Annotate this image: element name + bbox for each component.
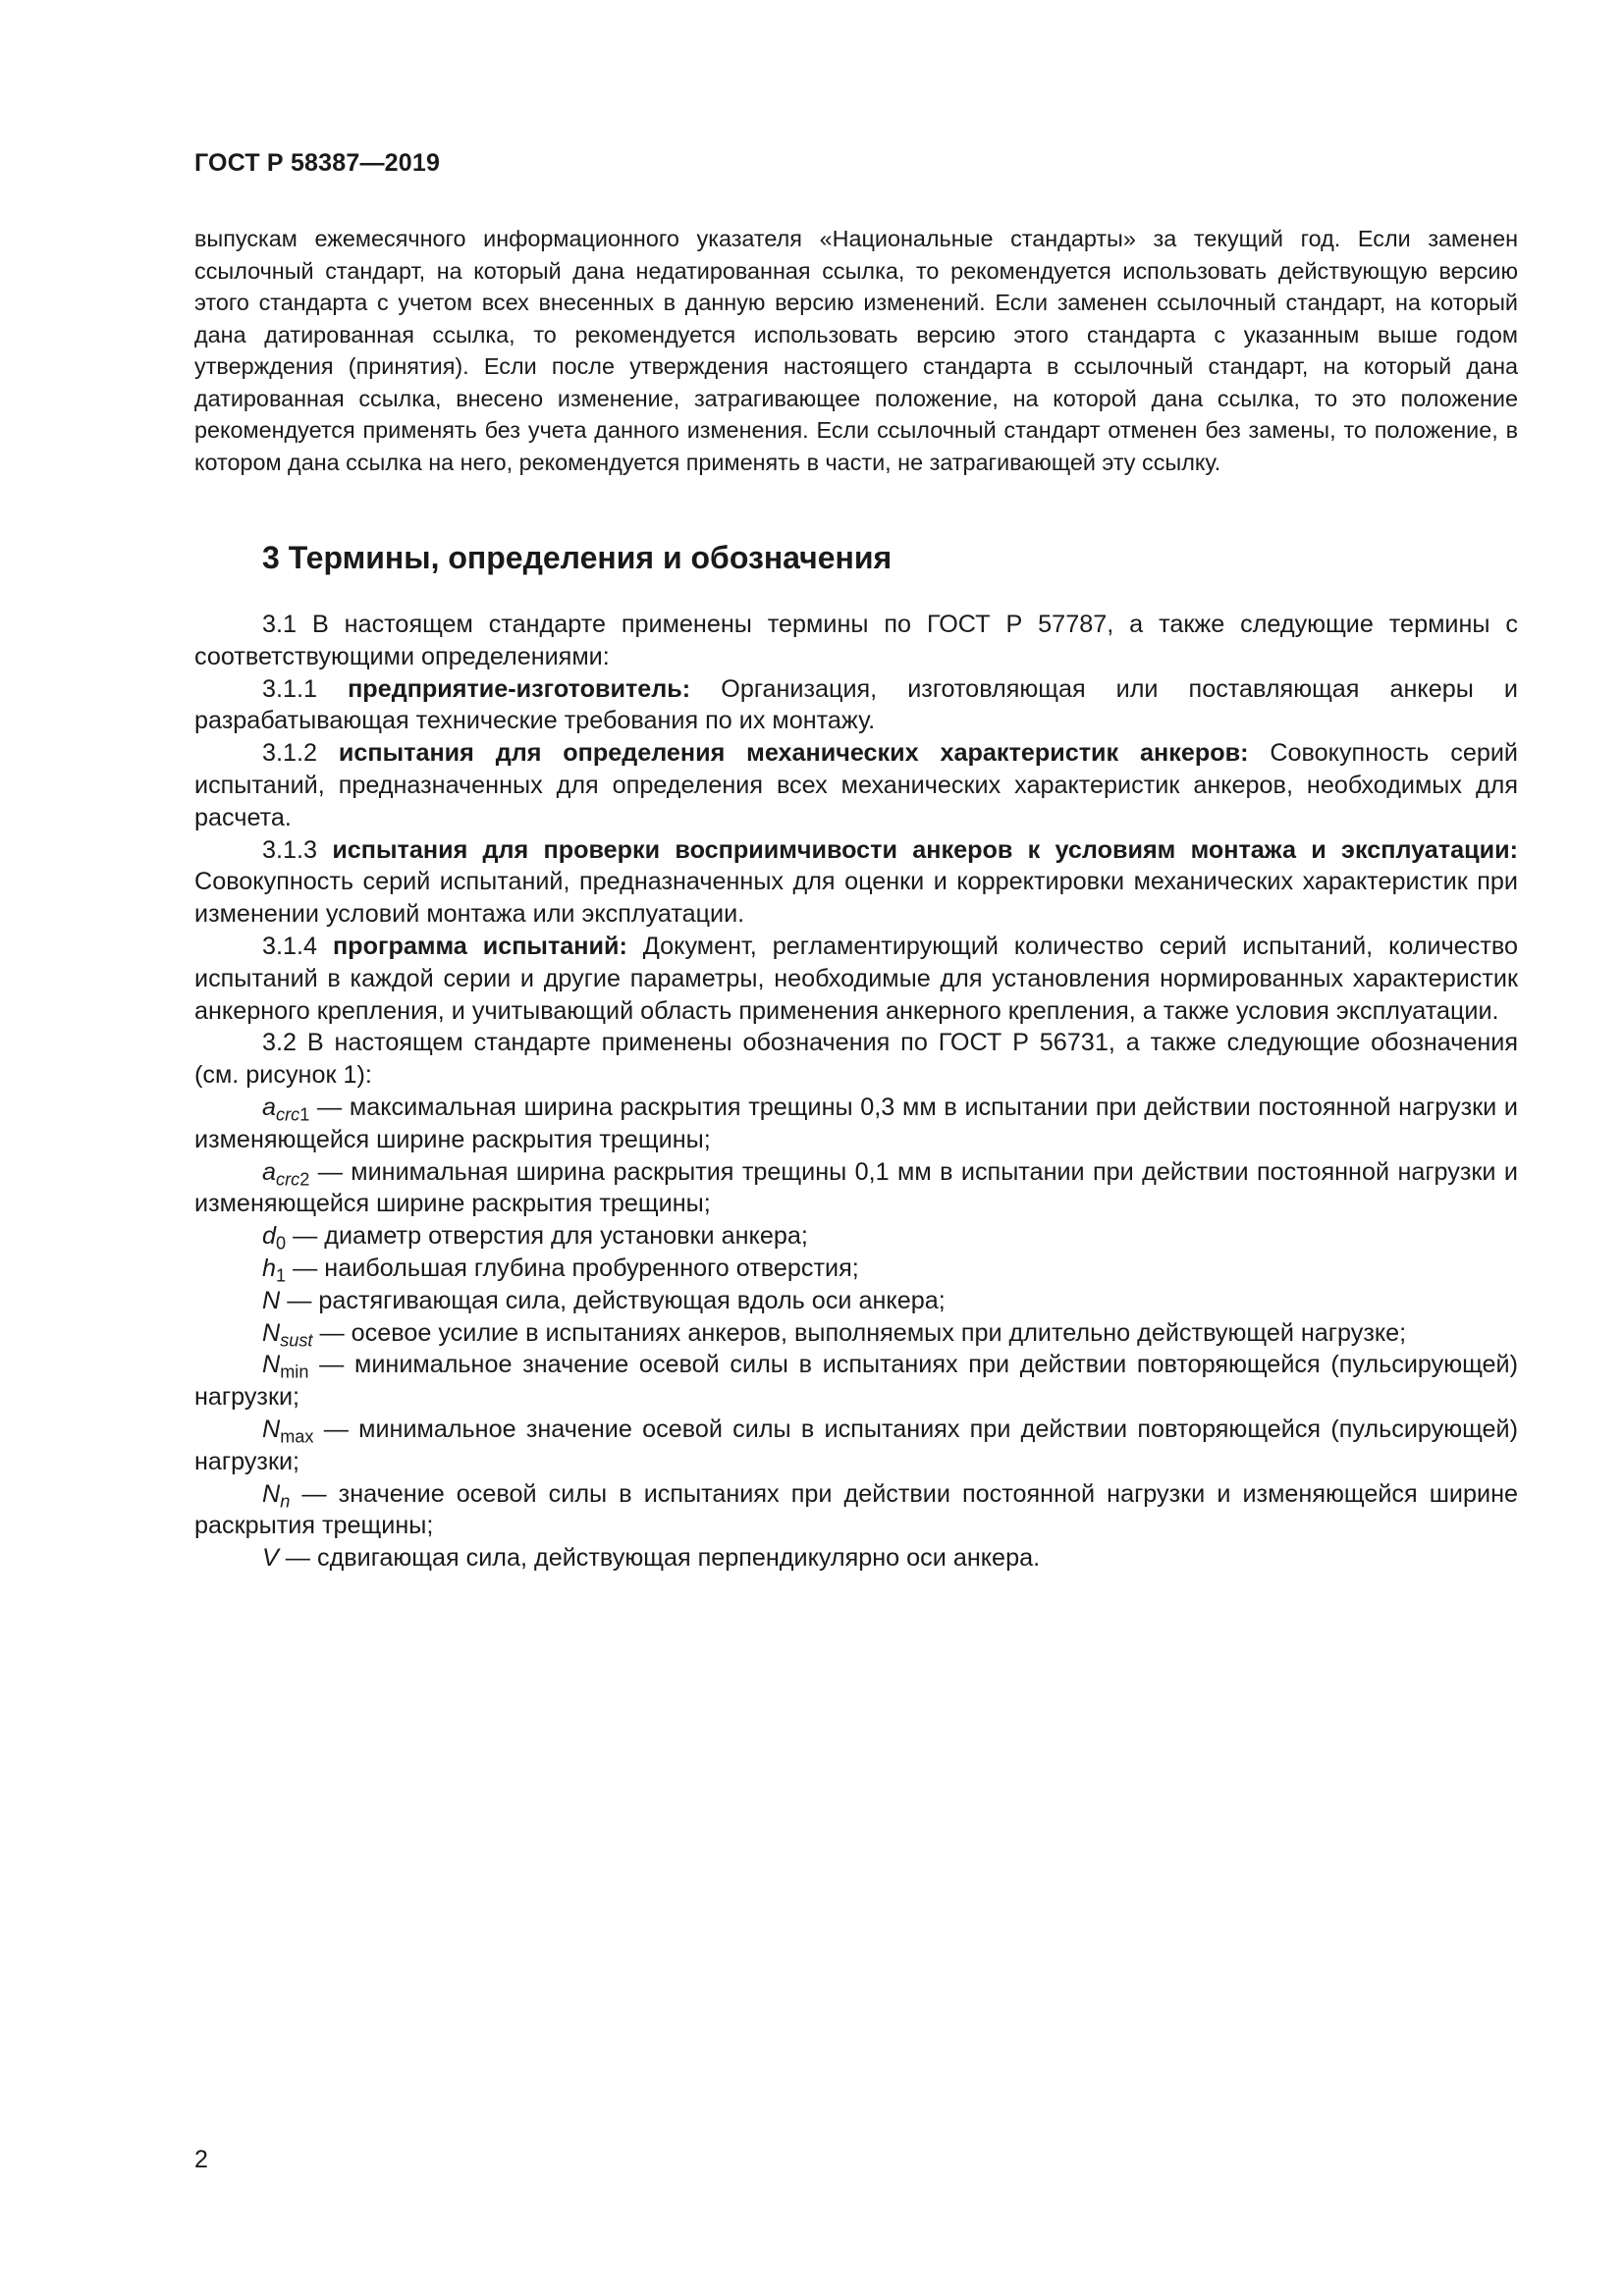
term-3-1-2 — [194, 737, 1518, 833]
symbol-base: N — [262, 1479, 281, 1508]
term-definition: Совокупность серий испытаний, предназначенных для оценки и корректировки механических характеристик при изменении условий монтажа или эксплуатации. — [194, 868, 1518, 929]
symbol-base: d — [262, 1222, 277, 1251]
term-3-1-4 — [194, 931, 1518, 1027]
symbol-base: N — [262, 1415, 281, 1443]
paragraph-3-2: 3.2 В настоящем стандарте применены обозначения по ГОСТ Р 56731, а также следующие обозначения (см. рисунок 1): — [194, 1029, 1518, 1090]
term-definition: Совокупность серий испытаний, предназначенных для определения всех механических характеристик анкеров, необходимых для расчета. — [194, 739, 1518, 831]
subscript-plain: 2 — [299, 1168, 310, 1189]
subscript-plain: min — [280, 1362, 309, 1382]
symbol-definition: — диаметр отверстия для установки анкера; — [286, 1222, 808, 1251]
symbol-N-min — [194, 1349, 1518, 1414]
symbol-d0 — [194, 1220, 1518, 1253]
symbol-N — [194, 1285, 1518, 1317]
symbol-base: h — [262, 1254, 277, 1282]
symbol-h1 — [194, 1253, 1518, 1285]
term-name: программа испытаний: — [332, 932, 627, 960]
symbol-N-max — [194, 1414, 1518, 1478]
page-number: 2 — [194, 2146, 208, 2173]
symbol-subscript — [280, 1362, 308, 1382]
symbol-subscript — [280, 1491, 290, 1511]
symbol-definition: — минимальное значение осевой силы в испытаниях при действии повторяющейся (пульсирующей) нагрузки; — [194, 1415, 1518, 1475]
symbol-base: N — [262, 1286, 281, 1314]
subscript-italic: sust — [280, 1329, 313, 1350]
term-definition: Организация, изготовляющая или поставляющая анкеры и разрабатывающая технические требования по их монтажу. — [194, 674, 1518, 735]
subscript-plain: 0 — [276, 1233, 287, 1254]
document-header: ГОСТ Р 58387—2019 — [194, 149, 441, 177]
symbol-base: N — [262, 1318, 281, 1347]
term-number: 3.1.3 — [262, 835, 333, 864]
symbol-definition: — сдвигающая сила, действующая перпендикулярно оси анкера. — [278, 1544, 1041, 1573]
symbol-definition: — осевое усилие в испытаниях анкеров, выполняемых при длительно действующей нагрузке; — [312, 1318, 1407, 1347]
symbol-subscript — [276, 1104, 309, 1124]
term-number: 3.1.1 — [262, 674, 349, 703]
symbol-subscript — [280, 1426, 313, 1446]
symbol-definition: — растягивающая сила, действующая вдоль оси анкера; — [280, 1286, 946, 1314]
symbol-base: a — [262, 1093, 277, 1121]
symbol-definition: — значение осевой силы в испытаниях при действии постоянной нагрузки и изменяющейся ширине раскрытия трещины; — [194, 1479, 1518, 1540]
symbol-definition: — минимальная ширина раскрытия трещины 0,1 мм в испытании при действии постоянной нагрузки и изменяющейся ширине раскрытия трещины; — [194, 1157, 1518, 1218]
term-number: 3.1.4 — [262, 932, 333, 960]
symbol-definition: — минимальное значение осевой силы в испытаниях при действии повторяющейся (пульсирующей) нагрузки; — [194, 1351, 1518, 1412]
symbol-base: a — [262, 1157, 277, 1186]
intro-paragraph: выпускам ежемесячного информационного указателя «Национальные стандарты» за текущий год. Если заменен ссылочный стандарт, на который дана недатированная ссылка, то рекомендуется использовать действующую версию этого стандарта с учетом всех внесенных в данную версию изменений. Если заменен ссылочный стандарт, на который дана датированная ссылка, то рекомендуется использовать версию этого стандарта с указанным выше годом утверждения (принятия). Если после утверждения настоящего стандарта в ссылочный стандарт, на который дана датированная ссылка, внесено изменение, затрагивающее положение, на которой дана ссылка, то это положение рекомендуется применять без учета данного изменения. Если ссылочный стандарт отменен без замены, то положение, в котором дана ссылка на него, рекомендуется применять в части, не затрагивающей эту ссылку. — [194, 226, 1518, 475]
paragraph-3-1: 3.1 В настоящем стандарте применены термины по ГОСТ Р 57787, а также следующие термины с соответствующими определениями: — [194, 611, 1518, 670]
symbol-subscript — [276, 1169, 309, 1189]
term-3-1-3 — [194, 834, 1518, 931]
symbol-a-crc2 — [194, 1156, 1518, 1221]
symbol-subscript — [276, 1234, 286, 1254]
symbol-N-n — [194, 1478, 1518, 1543]
subscript-italic: crc — [276, 1168, 300, 1189]
subscript-italic: crc — [276, 1104, 300, 1125]
symbol-definition: — наибольшая глубина пробуренного отверстия; — [286, 1254, 859, 1282]
symbol-V — [194, 1542, 1518, 1575]
term-name: испытания для определения механических характеристик анкеров: — [338, 739, 1249, 768]
section-title: 3 Термины, определения и обозначения — [262, 540, 893, 575]
term-3-1-1 — [194, 673, 1518, 738]
symbol-N-sust — [194, 1317, 1518, 1350]
subscript-plain: max — [280, 1426, 314, 1447]
term-definition: Документ, регламентирующий количество серий испытаний, количество испытаний в каждой серии и другие параметры, необходимые для установления нормированных характеристик анкерного крепления, и учитывающий область применения анкерного крепления, а также условия эксплуатации. — [194, 932, 1518, 1025]
term-name: испытания для проверки восприимчивости анкеров к условиям монтажа и эксплуатации: — [332, 835, 1518, 864]
symbol-subscript — [276, 1265, 286, 1285]
subscript-plain: 1 — [276, 1265, 287, 1286]
term-name: предприятие-изготовитель: — [348, 674, 691, 703]
symbol-definition: — максимальная ширина раскрытия трещины 0,3 мм в испытании при действии постоянной нагрузки и изменяющейся ширине раскрытия трещины; — [194, 1093, 1518, 1153]
symbol-a-crc1 — [194, 1092, 1518, 1156]
subscript-plain: 1 — [299, 1104, 310, 1125]
symbol-subscript — [280, 1330, 312, 1350]
terms-and-symbols — [194, 609, 1518, 1575]
symbol-base: N — [262, 1351, 281, 1379]
symbol-base: V — [262, 1544, 279, 1573]
subscript-italic: n — [280, 1490, 291, 1511]
term-number: 3.1.2 — [262, 739, 339, 768]
